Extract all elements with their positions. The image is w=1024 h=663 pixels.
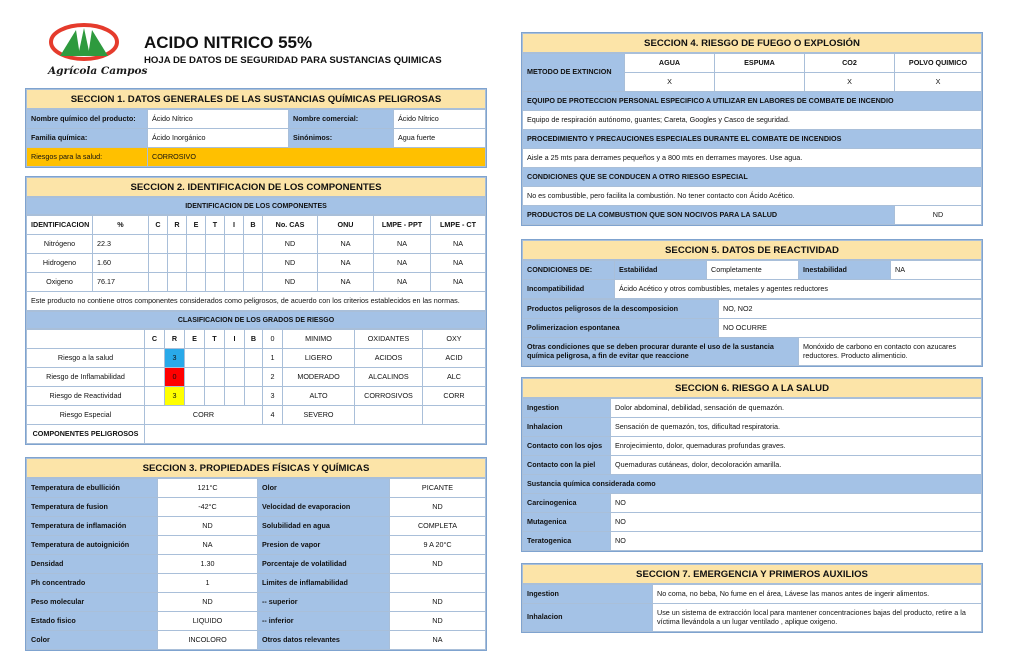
property-label: Olor <box>258 479 390 498</box>
table-row <box>523 513 982 532</box>
class-col-e: E <box>185 330 205 349</box>
class-col-t: T <box>205 330 225 349</box>
class-col-b: B <box>245 330 263 349</box>
property-label: Porcentaje de volatilidad <box>258 555 390 574</box>
riesgo-react-value: 3 <box>165 387 185 406</box>
section-5 <box>521 239 983 367</box>
class-col-i: I <box>225 330 245 349</box>
nombre-comercial-label: Nombre comercial: <box>289 110 394 129</box>
col-pct: % <box>93 216 149 235</box>
property-label: Estado fisico <box>27 612 158 631</box>
property-value: ND <box>390 555 486 574</box>
hazard-value: NO <box>611 532 982 551</box>
grade-label: SEVERO <box>283 406 355 425</box>
riesgo-inflam-label: Riesgo de Inflamabilidad <box>27 368 145 387</box>
col-b: B <box>244 216 263 235</box>
components-note: Este producto no contiene otros componentes considerados como peligrosos, de acuerdo con los criterios establecidos en las normas. <box>27 292 486 311</box>
grade-number: 4 <box>263 406 283 425</box>
health-route: Ingestion <box>523 399 611 418</box>
health-effect: Enrojecimiento, dolor, quemaduras profundas graves. <box>611 437 982 456</box>
table-row <box>27 555 486 574</box>
property-value: INCOLORO <box>158 631 258 650</box>
grade-number: 2 <box>263 368 283 387</box>
section-1-title: SECCION 1. DATOS GENERALES DE LAS SUSTANCIAS QUÍMICAS PELIGROSAS <box>26 89 486 109</box>
table-row <box>27 235 486 254</box>
cond-value: No es combustible, pero facilita la combustión. No tener contacto con Ácido Acético. <box>523 187 982 206</box>
section-3-title: SECCION 3. PROPIEDADES FÍSICAS Y QUÍMICAS <box>26 458 486 478</box>
property-value: NA <box>390 631 486 650</box>
properties-table <box>26 478 486 650</box>
riesgos-value: CORROSIVO <box>148 148 486 167</box>
property-value: -42°C <box>158 498 258 517</box>
hazard-class: Carcinogenica <box>523 494 611 513</box>
comp-pel-label: COMPONENTES PELIGROSOS <box>27 425 145 444</box>
table-row <box>523 585 982 604</box>
table-row <box>523 494 982 513</box>
property-label: Densidad <box>27 555 158 574</box>
property-label: Otros datos relevantes <box>258 631 390 650</box>
riesgo-salud-value: 3 <box>165 349 185 368</box>
property-value: ND <box>390 593 486 612</box>
desc-label: Productos peligrosos de la descomposicion <box>523 300 719 319</box>
metodo-espuma: ESPUMA <box>715 54 805 73</box>
sinonimos-label: Sinónimos: <box>289 129 394 148</box>
table-row <box>523 604 982 632</box>
grade-number: 1 <box>263 349 283 368</box>
property-value: COMPLETA <box>390 517 486 536</box>
section-3 <box>25 457 487 651</box>
property-label: Temperatura de fusion <box>27 498 158 517</box>
logo-text: Agrícola Campos <box>48 65 148 77</box>
table-row <box>27 593 486 612</box>
first-aid-action: No coma, no beba, No fume en el área, Lávese las manos antes de ingerir alimentos. <box>653 585 982 604</box>
riesgo-inflam-value: 0 <box>165 368 185 387</box>
metodo-agua-value: X <box>625 73 715 92</box>
col-ct: LMPE - CT <box>431 216 486 235</box>
component-onu: NA <box>318 254 374 273</box>
components-subtitle: IDENTIFICACION DE LOS COMPONENTES <box>26 197 486 215</box>
nombre-quimico-label: Nombre químico del producto: <box>27 110 148 129</box>
property-value: ND <box>158 593 258 612</box>
metodo-co2: CO2 <box>805 54 895 73</box>
first-aid-action: Use un sistema de extracción local para mantener concentraciones bajas del producto, retire a la víctima llevándola a un lugar ventilado , aplique oxigeno. <box>653 604 982 632</box>
polim-label: Polimerizacion espontanea <box>523 319 719 338</box>
property-label: Ph concentrado <box>27 574 158 593</box>
first-aid-route: Inhalacion <box>523 604 653 632</box>
otras-value: Monóxido de carbono en contacto con azucares reductores. Producto alimenticio. <box>799 338 982 366</box>
property-value: PICANTE <box>390 479 486 498</box>
logo-icon <box>48 22 130 62</box>
property-label: Presion de vapor <box>258 536 390 555</box>
cond-de-label: CONDICIONES DE: <box>523 261 615 280</box>
col-onu: ONU <box>318 216 374 235</box>
col-ppt: LMPE - PPT <box>374 216 431 235</box>
col-identificacion: IDENTIFICACION <box>27 216 93 235</box>
table-row <box>523 418 982 437</box>
components-header-row <box>27 216 486 235</box>
property-label: Temperatura de ebullición <box>27 479 158 498</box>
table-row <box>27 536 486 555</box>
hazard-value: NO <box>611 513 982 532</box>
table-row <box>27 498 486 517</box>
sinonimos-value: Agua fuerte <box>394 129 486 148</box>
table-row <box>27 479 486 498</box>
table-row <box>27 631 486 650</box>
proc-value: Aisle a 25 mts para derrames pequeños y a 800 mts en derrames mayores. Use agua. <box>523 149 982 168</box>
property-label: Peso molecular <box>27 593 158 612</box>
section-1 <box>25 88 487 168</box>
table-row <box>27 574 486 593</box>
col-c: C <box>149 216 168 235</box>
property-label: Color <box>27 631 158 650</box>
col-e: E <box>187 216 206 235</box>
metodo-agua: AGUA <box>625 54 715 73</box>
component-pct: 76.17 <box>93 273 149 292</box>
familia-value: Ácido Inorgánico <box>148 129 289 148</box>
section-2 <box>25 176 487 445</box>
col-t: T <box>206 216 225 235</box>
prod-label: PRODUCTOS DE LA COMBUSTION QUE SON NOCIVOS PARA LA SALUD <box>523 206 895 225</box>
property-value: NA <box>158 536 258 555</box>
health-route: Inhalacion <box>523 418 611 437</box>
table-row <box>523 456 982 475</box>
hazard-class: Mutagenica <box>523 513 611 532</box>
property-value: ND <box>158 517 258 536</box>
cond-label: CONDICIONES QUE SE CONDUCEN A OTRO RIESGO ESPECIAL <box>523 168 982 187</box>
component-ppt: NA <box>374 273 431 292</box>
inest-label: Inestabilidad <box>799 261 891 280</box>
riesgo-react-label: Riesgo de Reactividad <box>27 387 145 406</box>
chem-abbr: OXY <box>423 330 486 349</box>
component-name: Nitrógeno <box>27 235 93 254</box>
table-row <box>27 273 486 292</box>
metodo-polvo: POLVO QUIMICO <box>895 54 982 73</box>
property-label: Temperatura de autoignición <box>27 536 158 555</box>
component-ct: NA <box>431 273 486 292</box>
chem-abbr: ALC <box>423 368 486 387</box>
class-col-r: R <box>165 330 185 349</box>
table-row <box>27 254 486 273</box>
col-r: R <box>168 216 187 235</box>
property-value <box>390 574 486 593</box>
chem-abbr: ACID <box>423 349 486 368</box>
desc-value: NO, NO2 <box>719 300 982 319</box>
property-value: LIQUIDO <box>158 612 258 631</box>
section-7-title: SECCION 7. EMERGENCIA Y PRIMEROS AUXILIOS <box>522 564 982 584</box>
grade-label: MODERADO <box>283 368 355 387</box>
section-6-title: SECCION 6. RIESGO A LA SALUD <box>522 378 982 398</box>
component-cas: ND <box>263 273 318 292</box>
property-value: 1 <box>158 574 258 593</box>
property-label: Temperatura de inflamación <box>27 517 158 536</box>
component-ct: NA <box>431 235 486 254</box>
nombre-comercial-value: Ácido Nítrico <box>394 110 486 129</box>
section-2-title: SECCION 2. IDENTIFICACION DE LOS COMPONENTES <box>26 177 486 197</box>
chem-abbr: CORR <box>423 387 486 406</box>
metodo-co2-value: X <box>805 73 895 92</box>
incomp-label: Incompatibilidad <box>523 280 615 299</box>
table-row <box>27 612 486 631</box>
class-col-c: C <box>145 330 165 349</box>
table-row <box>523 437 982 456</box>
component-cas: ND <box>263 254 318 273</box>
property-label: -- superior <box>258 593 390 612</box>
section-6 <box>521 377 983 552</box>
component-ppt: NA <box>374 235 431 254</box>
property-value: ND <box>390 612 486 631</box>
component-ppt: NA <box>374 254 431 273</box>
metodo-polvo-value: X <box>895 73 982 92</box>
section-4-title: SECCION 4. RIESGO DE FUEGO O EXPLOSIÓN <box>522 33 982 53</box>
grade-number: 3 <box>263 387 283 406</box>
riesgo-salud-label: Riesgo a la salud <box>27 349 145 368</box>
sust-label: Sustancia química considerada como <box>523 475 982 494</box>
chem-class: CORROSIVOS <box>355 387 423 406</box>
property-label: Limites de inflamabilidad <box>258 574 390 593</box>
property-label: -- inferior <box>258 612 390 631</box>
grade-label: LIGERO <box>283 349 355 368</box>
classification-title: CLASIFICACION DE LOS GRADOS DE RIESGO <box>26 311 486 329</box>
grade-number: 0 <box>263 330 283 349</box>
health-effect: Dolor abdominal, debilidad, sensación de quemazón. <box>611 399 982 418</box>
grade-label: MINIMO <box>283 330 355 349</box>
familia-label: Familia química: <box>27 129 148 148</box>
property-label: Solubilidad en agua <box>258 517 390 536</box>
health-effect: Sensación de quemazón, tos, dificultad respiratoria. <box>611 418 982 437</box>
nombre-quimico-value: Ácido Nítrico <box>148 110 289 129</box>
component-name: Oxigeno <box>27 273 93 292</box>
prod-value: ND <box>895 206 982 225</box>
metodo-espuma-value <box>715 73 805 92</box>
epp-label: EQUIPO DE PROTECCION PERSONAL ESPECIFICO A UTILIZAR EN LABORES DE COMBATE DE INCENDIO <box>523 92 982 111</box>
riesgos-label: Riesgos para la salud: <box>27 148 148 167</box>
hazard-class: Teratogenica <box>523 532 611 551</box>
otras-label: Otras condiciones que se deben procurar durante el uso de la sustancia química peligrosa, a fin de evitar que reaccione <box>523 338 799 366</box>
estab-label: Estabilidad <box>615 261 707 280</box>
component-cas: ND <box>263 235 318 254</box>
property-value: 9 A 20°C <box>390 536 486 555</box>
page-subtitle: HOJA DE DATOS DE SEGURIDAD PARA SUSTANCIAS QUIMICAS <box>144 55 442 66</box>
component-pct: 1.60 <box>93 254 149 273</box>
polim-value: NO OCURRE <box>719 319 982 338</box>
property-label: Velocidad de evaporacion <box>258 498 390 517</box>
page-title: ACIDO NITRICO 55% <box>144 33 313 52</box>
property-value: ND <box>390 498 486 517</box>
estab-value: Completamente <box>707 261 799 280</box>
first-aid-route: Ingestion <box>523 585 653 604</box>
section-4 <box>521 32 983 226</box>
section-7 <box>521 563 983 633</box>
health-route: Contacto con la piel <box>523 456 611 475</box>
riesgo-esp-label: Riesgo Especial <box>27 406 145 425</box>
component-pct: 22.3 <box>93 235 149 254</box>
section-5-title: SECCION 5. DATOS DE REACTIVIDAD <box>522 240 982 260</box>
health-effect: Quemaduras cutáneas, dolor, decoloración amarilla. <box>611 456 982 475</box>
component-name: Hidrogeno <box>27 254 93 273</box>
hazard-value: NO <box>611 494 982 513</box>
table-row <box>27 517 486 536</box>
riesgo-esp-value: CORR <box>145 406 263 425</box>
chem-class: ALCALINOS <box>355 368 423 387</box>
component-ct: NA <box>431 254 486 273</box>
epp-value: Equipo de respiración autónomo, guantes; Careta, Googles y Casco de seguridad. <box>523 111 982 130</box>
metodo-label: METODO DE EXTINCION <box>523 54 625 92</box>
chem-class: OXIDANTES <box>355 330 423 349</box>
table-row <box>523 399 982 418</box>
col-cas: No. CAS <box>263 216 318 235</box>
component-onu: NA <box>318 273 374 292</box>
health-route: Contacto con los ojos <box>523 437 611 456</box>
table-row <box>523 532 982 551</box>
property-value: 121°C <box>158 479 258 498</box>
logo <box>48 22 148 78</box>
inest-value: NA <box>891 261 982 280</box>
proc-label: PROCEDIMIENTO Y PRECAUCIONES ESPECIALES DURANTE EL COMBATE DE INCENDIOS <box>523 130 982 149</box>
grade-label: ALTO <box>283 387 355 406</box>
component-onu: NA <box>318 235 374 254</box>
property-value: 1.30 <box>158 555 258 574</box>
incomp-value: Ácido Acético y otros combustibles, metales y agentes reductores <box>615 280 982 299</box>
chem-class: ACIDOS <box>355 349 423 368</box>
col-i: I <box>225 216 244 235</box>
